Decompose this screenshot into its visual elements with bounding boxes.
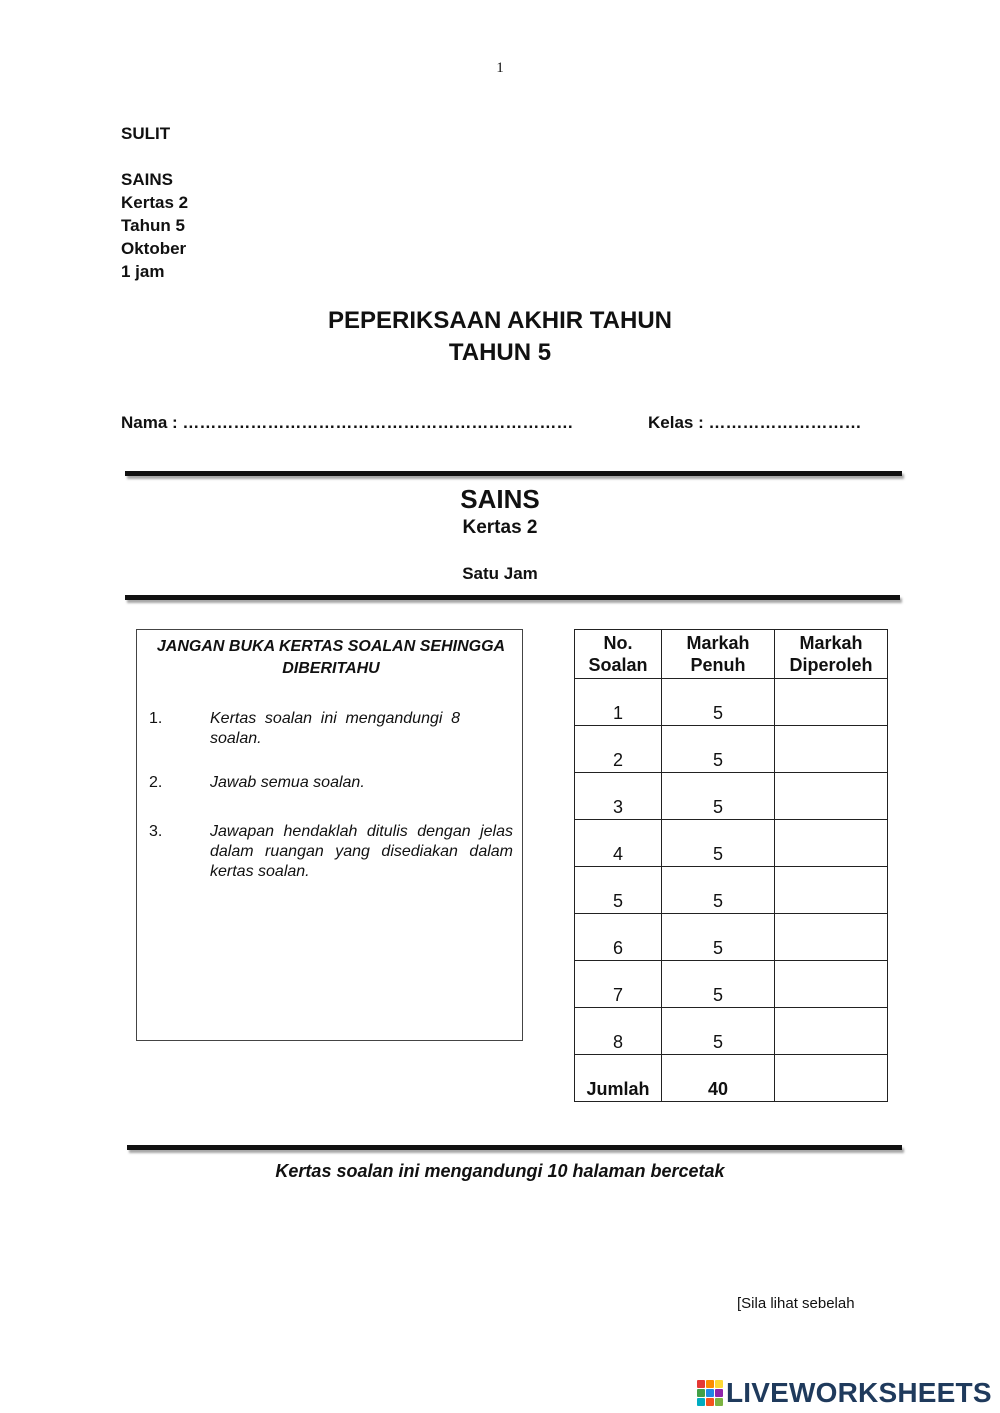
logo-tile bbox=[706, 1389, 714, 1397]
instructions-heading-line1: JANGAN BUKA KERTAS SOALAN SEHINGGA bbox=[156, 638, 506, 655]
liveworksheets-logo-icon bbox=[697, 1380, 723, 1406]
total-label-cell: Jumlah bbox=[575, 1055, 662, 1102]
banner-subject: SAINS bbox=[460, 484, 540, 514]
paper-header bbox=[121, 122, 188, 283]
banner-paper: Kertas 2 bbox=[462, 517, 538, 538]
total-full-marks-cell: 40 bbox=[662, 1055, 775, 1102]
table-row bbox=[575, 679, 888, 726]
header-paper: Kertas 2 bbox=[121, 193, 189, 212]
question-no-cell: 8 bbox=[575, 1008, 662, 1055]
total-obtained-marks-cell[interactable] bbox=[775, 1055, 888, 1102]
liveworksheets-watermark[interactable] bbox=[697, 1376, 992, 1410]
logo-tile bbox=[706, 1380, 714, 1388]
class-field[interactable]: Kelas : ……………………… bbox=[648, 413, 862, 432]
question-no-cell: 2 bbox=[575, 726, 662, 773]
marks-table-header-row bbox=[575, 630, 888, 679]
instructions-heading bbox=[151, 636, 511, 680]
obtained-marks-cell[interactable] bbox=[775, 867, 888, 914]
full-marks-cell: 5 bbox=[662, 726, 775, 773]
header-question-no: No. Soalan bbox=[575, 630, 662, 679]
obtained-marks-cell[interactable] bbox=[775, 820, 888, 867]
watermark-text: LIVEWORKSHEETS bbox=[726, 1377, 992, 1408]
question-no-cell: 7 bbox=[575, 961, 662, 1008]
header-year: Tahun 5 bbox=[121, 216, 185, 235]
full-marks-cell: 5 bbox=[662, 773, 775, 820]
table-row bbox=[575, 726, 888, 773]
obtained-marks-cell[interactable] bbox=[775, 961, 888, 1008]
question-no-cell: 5 bbox=[575, 867, 662, 914]
instruction-number: 1. bbox=[149, 710, 163, 727]
question-no-cell: 1 bbox=[575, 679, 662, 726]
table-row bbox=[575, 820, 888, 867]
question-no-cell: 3 bbox=[575, 773, 662, 820]
instruction-text: Kertas soalan ini mengandungi 8 soalan. bbox=[210, 710, 460, 747]
header-full-marks: Markah Penuh bbox=[662, 630, 775, 679]
header-subject: SAINS bbox=[121, 170, 173, 189]
header-month: Oktober bbox=[121, 239, 187, 258]
instructions-heading-line2: DIBERITAHU bbox=[282, 660, 380, 677]
instruction-text: Jawab semua soalan. bbox=[210, 774, 365, 791]
total-row bbox=[575, 1055, 888, 1102]
instruction-number: 3. bbox=[149, 823, 163, 840]
table-row bbox=[575, 867, 888, 914]
banner-duration: Satu Jam bbox=[462, 564, 538, 583]
middle-divider bbox=[125, 595, 900, 600]
question-no-cell: 6 bbox=[575, 914, 662, 961]
obtained-marks-cell[interactable] bbox=[775, 773, 888, 820]
full-marks-cell: 5 bbox=[662, 679, 775, 726]
obtained-marks-cell[interactable] bbox=[775, 914, 888, 961]
table-row bbox=[575, 961, 888, 1008]
full-marks-cell: 5 bbox=[662, 914, 775, 961]
logo-tile bbox=[697, 1398, 705, 1406]
header-duration: 1 jam bbox=[121, 262, 165, 281]
full-marks-cell: 5 bbox=[662, 1008, 775, 1055]
logo-tile bbox=[715, 1389, 723, 1397]
exam-title-line2: TAHUN 5 bbox=[448, 339, 552, 366]
bottom-divider bbox=[127, 1145, 902, 1150]
logo-tile bbox=[706, 1398, 714, 1406]
question-no-cell: 4 bbox=[575, 820, 662, 867]
continue-note: [Sila lihat sebelah bbox=[737, 1295, 855, 1312]
obtained-marks-cell[interactable] bbox=[775, 1008, 888, 1055]
obtained-marks-cell[interactable] bbox=[775, 679, 888, 726]
instructions-box bbox=[136, 629, 523, 1041]
header-marks-obtained: Markah Diperoleh bbox=[775, 630, 888, 679]
obtained-marks-cell[interactable] bbox=[775, 726, 888, 773]
logo-tile bbox=[697, 1380, 705, 1388]
table-row bbox=[575, 773, 888, 820]
full-marks-cell: 5 bbox=[662, 820, 775, 867]
name-field[interactable]: Nama : …………………………………………………………… bbox=[121, 413, 574, 432]
top-divider bbox=[125, 471, 902, 476]
classification-label: SULIT bbox=[121, 124, 171, 143]
logo-tile bbox=[715, 1398, 723, 1406]
full-marks-cell: 5 bbox=[662, 867, 775, 914]
table-row bbox=[575, 914, 888, 961]
instruction-text: Jawapan hendaklah ditulis dengan jelas dalam ruangan yang disediakan dalam kertas soalan. bbox=[210, 823, 513, 880]
page-number: 1 bbox=[496, 60, 504, 76]
logo-tile bbox=[697, 1389, 705, 1397]
page-count-note: Kertas soalan ini mengandungi 10 halaman bercetak bbox=[275, 1161, 725, 1181]
logo-tile bbox=[715, 1380, 723, 1388]
full-marks-cell: 5 bbox=[662, 961, 775, 1008]
exam-title-line1: PEPERIKSAAN AKHIR TAHUN bbox=[327, 307, 672, 334]
marks-table bbox=[574, 629, 888, 1102]
table-row bbox=[575, 1008, 888, 1055]
exam-title bbox=[0, 305, 1000, 369]
instruction-number: 2. bbox=[149, 774, 163, 791]
